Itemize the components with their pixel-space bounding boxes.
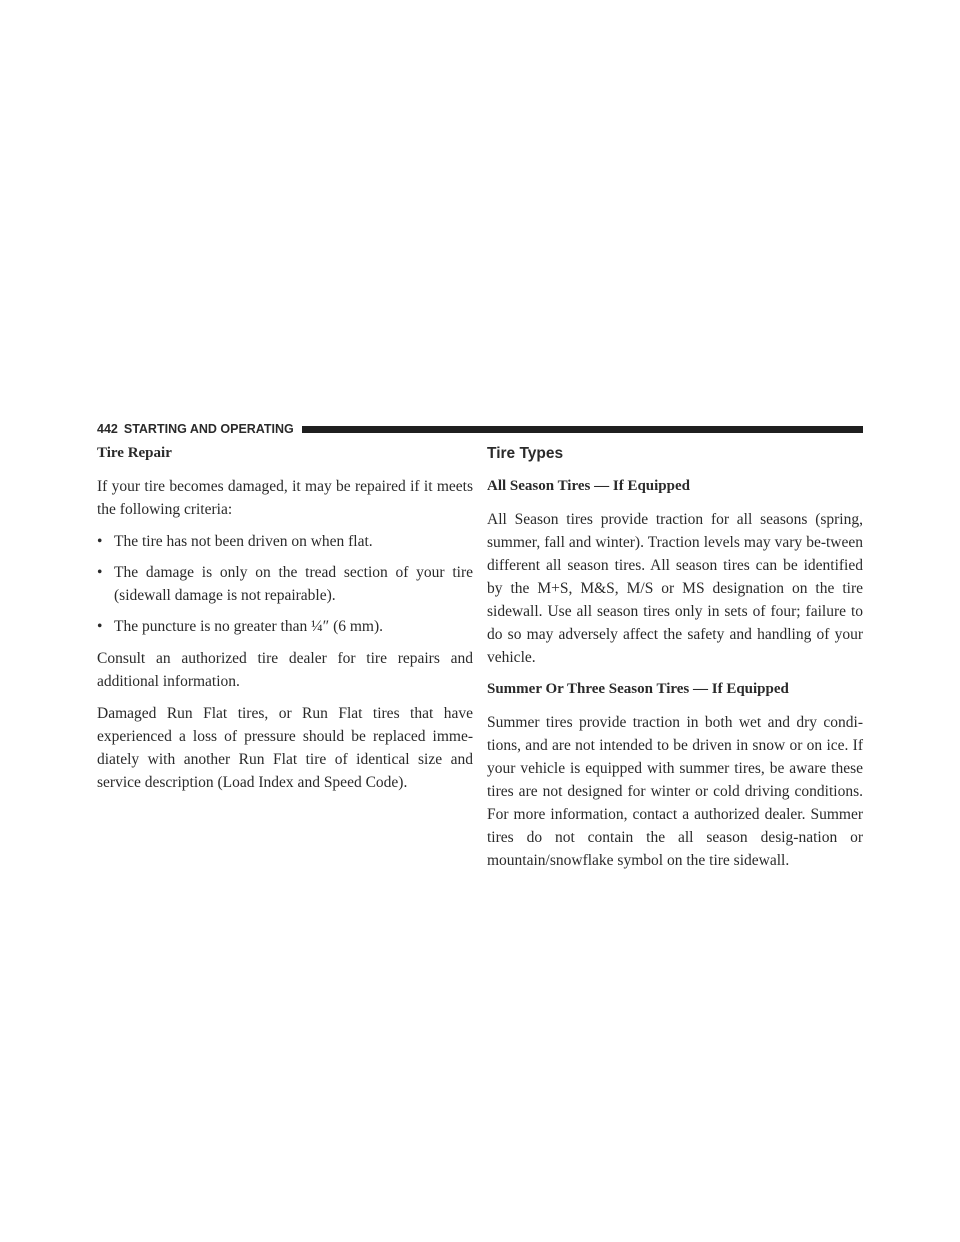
tire-repair-heading: Tire Repair bbox=[97, 445, 172, 461]
list-item-text: The damage is only on the tread section of your tire (sidewall damage is not repairable). bbox=[114, 564, 473, 604]
consult-dealer-paragraph: Consult an authorized tire dealer for tire repairs and additional information. bbox=[97, 650, 473, 690]
tire-types-title: Tire Types bbox=[487, 445, 564, 462]
all-season-paragraph: All Season tires provide traction for all seasons (spring, summer, fall and winter). Traction levels may vary be-tween different all season tires. All season tires can be identified by the M+S, M&S, M/S or MS designation on the tire sidewall. Use all season tires only in sets of four; failure to do so may adversely affect the safety and handling of your vehicle. bbox=[487, 511, 863, 666]
header-rule bbox=[302, 426, 863, 433]
list-item-text: The tire has not been driven on when flat. bbox=[114, 533, 373, 550]
repair-criteria-list bbox=[97, 530, 473, 638]
tire-repair-intro: If your tire becomes damaged, it may be repaired if it meets the following criteria: bbox=[97, 478, 473, 518]
summer-tires-heading: Summer Or Three Season Tires — If Equipped bbox=[487, 681, 789, 697]
right-column bbox=[487, 442, 863, 881]
section-name: STARTING AND OPERATING bbox=[123, 422, 294, 436]
list-item bbox=[97, 615, 473, 638]
bullet-icon: • bbox=[97, 533, 103, 550]
page-number: 442 bbox=[97, 422, 118, 436]
left-column bbox=[97, 442, 473, 803]
page-header bbox=[97, 418, 863, 440]
list-item-text: The puncture is no greater than ¼″ (6 mm). bbox=[114, 618, 384, 635]
bullet-icon: • bbox=[97, 564, 103, 581]
all-season-heading: All Season Tires — If Equipped bbox=[487, 478, 690, 494]
summer-tires-paragraph: Summer tires provide traction in both wet and dry condi-tions, and are not intended to be driven in snow or on ice. If your vehicle is equipped with summer tires, be aware these tires are not designed for winter or cold driving conditions. For more information, contact a authorized dealer. Summer tires do not contain the all season desig-nation or mountain/snowflake symbol on the tire sidewall. bbox=[487, 714, 863, 869]
list-item bbox=[97, 530, 473, 553]
run-flat-paragraph: Damaged Run Flat tires, or Run Flat tires that have experienced a loss of pressure should be replaced imme-diately with another Run Flat tire of identical size and service description (Load Index and Speed Code). bbox=[97, 705, 473, 791]
bullet-icon: • bbox=[97, 618, 103, 635]
list-item bbox=[97, 561, 473, 607]
